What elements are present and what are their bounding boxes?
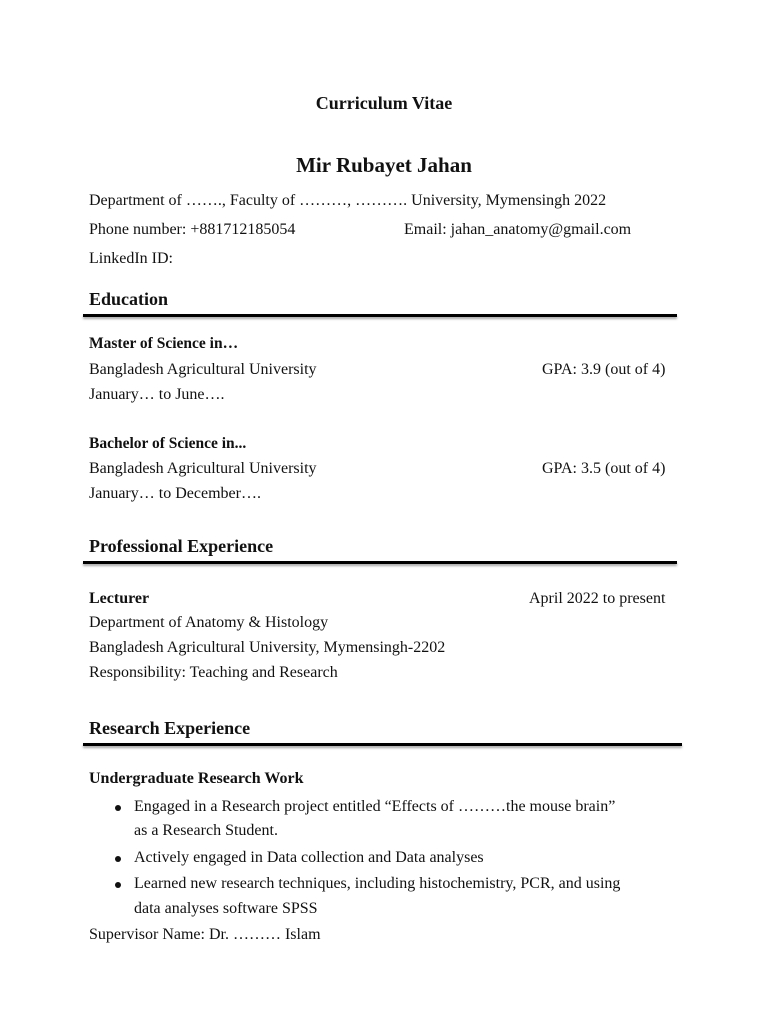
bullet-dot	[115, 856, 121, 862]
email-address: Email: jahan_anatomy@gmail.com	[404, 221, 632, 238]
document-title: Curriculum Vitae	[315, 93, 453, 113]
bullet-dot	[115, 805, 121, 811]
research-divider	[83, 743, 682, 746]
research-heading: Research Experience	[89, 718, 251, 738]
research-bullet-2: Actively engaged in Data collection and Data analyses	[134, 849, 484, 866]
professional-divider	[83, 561, 677, 564]
education-heading: Education	[89, 289, 169, 309]
bachelors-institution: Bangladesh Agricultural University	[89, 460, 317, 477]
education-divider	[83, 314, 677, 317]
job-department: Department of Anatomy & Histology	[89, 614, 329, 631]
masters-gpa: GPA: 3.9 (out of 4)	[542, 361, 666, 378]
bullet-dot	[115, 882, 121, 888]
masters-degree: Master of Science in…	[89, 335, 239, 352]
bachelors-degree: Bachelor of Science in...	[89, 435, 247, 452]
job-institution: Bangladesh Agricultural University, Mymensingh-2202	[89, 639, 446, 656]
phone-number: Phone number: +881712185054	[89, 221, 296, 238]
research-bullet-1: Engaged in a Research project entitled “Effects of ………the mouse brain”	[134, 798, 616, 815]
supervisor-name: Supervisor Name: Dr. ……… Islam	[89, 926, 321, 943]
job-period: April 2022 to present	[529, 590, 666, 607]
research-subheading: Undergraduate Research Work	[89, 770, 304, 787]
job-responsibility: Responsibility: Teaching and Research	[89, 664, 338, 681]
linkedin-id: LinkedIn ID:	[89, 250, 173, 267]
candidate-name: Mir Rubayet Jahan	[296, 153, 472, 177]
masters-dates: January… to June….	[89, 386, 225, 403]
professional-heading: Professional Experience	[89, 536, 274, 556]
job-role: Lecturer	[89, 590, 150, 607]
bachelors-dates: January… to December….	[89, 485, 261, 502]
department-line: Department of ……., Faculty of ………, ………. University, Mymensingh 2022	[89, 192, 607, 209]
research-bullet-3-cont: data analyses software SPSS	[134, 900, 318, 917]
bachelors-gpa: GPA: 3.5 (out of 4)	[542, 460, 666, 477]
research-bullet-1-cont: as a Research Student.	[134, 822, 278, 839]
research-bullet-3: Learned new research techniques, including histochemistry, PCR, and using	[134, 875, 621, 892]
masters-institution: Bangladesh Agricultural University	[89, 361, 317, 378]
